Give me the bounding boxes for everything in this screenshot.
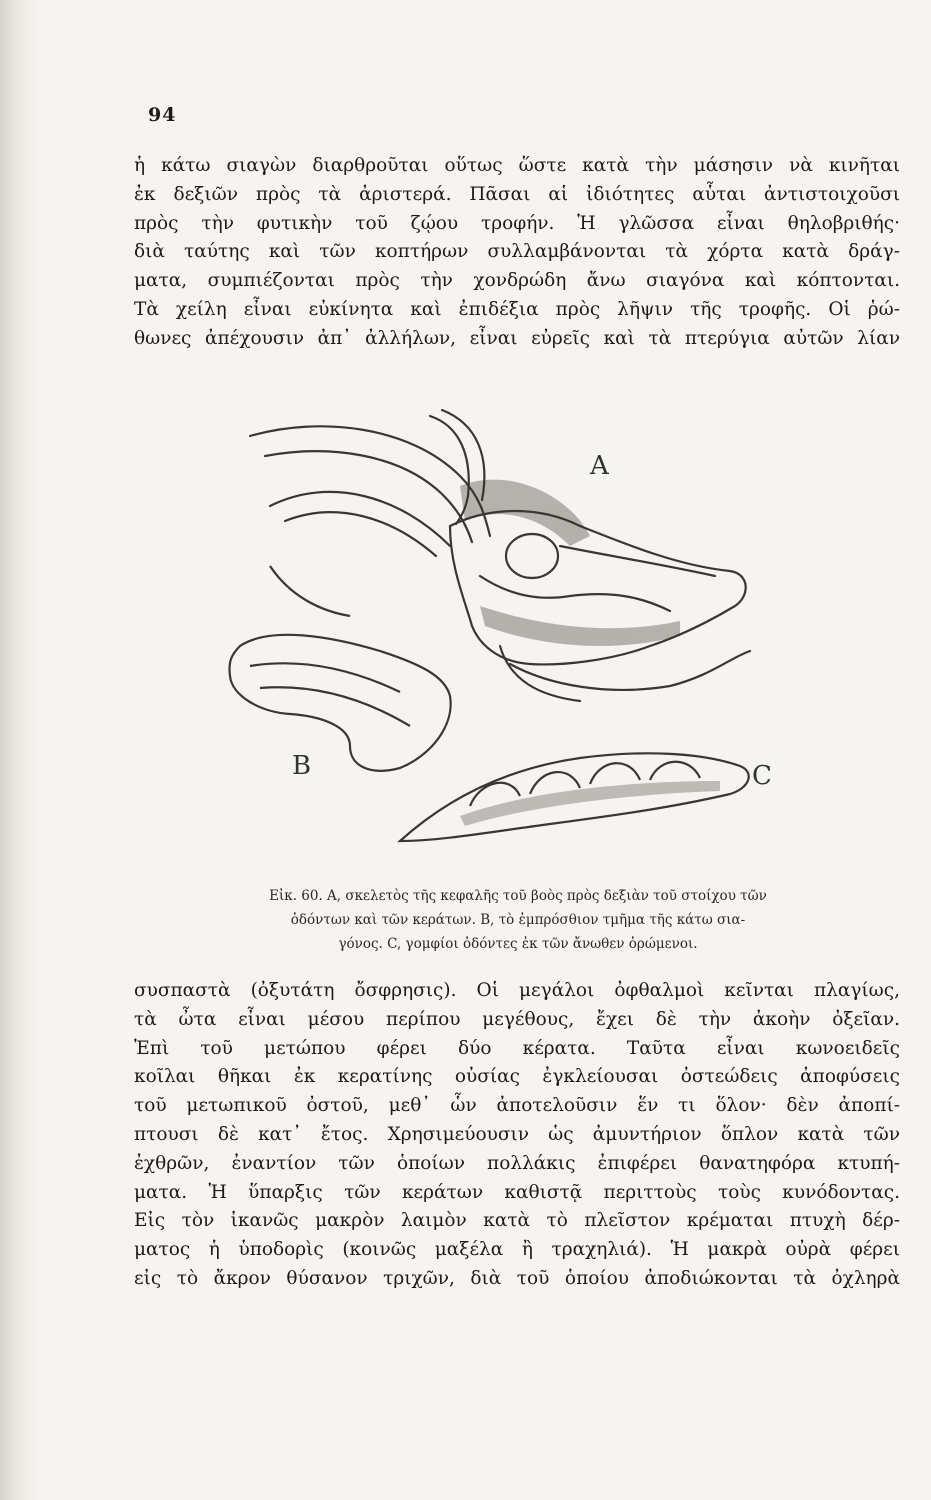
skull-illustration <box>210 396 830 866</box>
bottom-paragraph <box>134 977 900 1294</box>
text-line: Ἐπὶ τοῦ μετώπου φέρει δύο κέρατα. Ταῦτα εἶναι κωνοειδεῖς <box>134 1037 900 1059</box>
text-line: εἰς τὸ ἄκρον θύσανον τριχῶν, διὰ τοῦ ὁποίου ἀποδιώκονται τὰ ὀχληρὰ <box>134 1267 900 1289</box>
text-line: ματα. Ἡ ὕπαρξις τῶν κεράτων καθιστᾷ περιττοὺς τοὺς κυνόδοντας. <box>134 1181 900 1203</box>
horn-back-inner <box>285 512 436 556</box>
text-line: κοῖλαι θῆκαι ἐκ κερατίνης οὐσίας ἐγκλείουσαι ὀστεώδεις ἀποφύσεις <box>134 1066 900 1088</box>
caption-line: Εἰκ. 60. A, σκελετὸς τῆς κεφαλῆς τοῦ βοὸς πρὸς δεξιὰν τοῦ στοίχου τῶν <box>269 888 767 904</box>
text-line: συσπαστὰ (ὀξυτάτη ὄσφρησις). Οἱ μεγάλοι ὀφθαλμοὶ κεῖνται πλαγίως, <box>134 980 900 1001</box>
text-line: τοῦ μετωπικοῦ ὀστοῦ, μεθ᾽ ὧν ἀποτελοῦσιν ἕν τι ὅλον· δὲν ἀποπί- <box>134 1095 900 1117</box>
figure-label-c: C <box>752 761 772 791</box>
text-line: ἐκ δεξιῶν πρὸς τὰ ἀριστερά. Πᾶσαι αἱ ἰδιότητες αὗται ἀντιστοιχοῦσι <box>134 183 900 205</box>
jaw-line <box>510 651 750 690</box>
page-number: 94 <box>148 104 177 126</box>
text-line: ἡ κάτω σιαγὼν διαρθροῦται οὕτως ὥστε κατὰ τὴν μάσησιν νὰ κινῆται <box>134 155 900 176</box>
text-line: Εἰς τὸν ἱκανῶς μακρὸν λαιμὸν κατὰ τὸ πλεῖστον κρέμαται πτυχὴ δέρ- <box>134 1210 900 1232</box>
figure-label-a: A <box>590 451 609 481</box>
text-line: πρὸς τὴν φυτικὴν τοῦ ζῴου τροφήν. Ἡ γλῶσσα εἶναι θηλοβριθής· <box>134 212 900 234</box>
caption-line: ὀδόντων καὶ τῶν κεράτων. B, τὸ ἐμπρόσθιον τμῆμα τῆς κάτω σια- <box>290 912 746 928</box>
figure-caption <box>168 884 868 956</box>
skull-suture <box>480 576 670 611</box>
lower-jaw <box>500 646 580 701</box>
text-line: Τὰ χείλη εἶναι εὐκίνητα καὶ ἐπιδέξια πρὸς λῆψιν τῆς τροφῆς. Οἱ ῥώ- <box>134 298 900 320</box>
ox-skull-figure <box>210 396 830 866</box>
jaw-fragment-b <box>229 635 450 771</box>
text-line: ματα, συμπιέζονται πρὸς τὴν χονδρώδη ἄνω σιαγόνα καὶ κόπτονται. <box>134 270 900 292</box>
text-line: ἐχθρῶν, ἐναντίον τῶν ὁποίων πολλάκις ἐπιφέρει θανατηφόρα κτυπή- <box>134 1152 900 1174</box>
figure-label-b: B <box>292 751 312 781</box>
text-line: τὰ ὦτα εἶναι μέσου περίπου μεγέθους, ἔχει δὲ τὴν ἀκοὴν ὀξεῖαν. <box>134 1008 900 1030</box>
text-line: πτουσι δὲ κατ᾽ ἔτος. Χρησιμεύουσιν ὡς ἀμυντήριον ὅπλον κατὰ τῶν <box>134 1123 900 1145</box>
eye-socket <box>506 534 558 578</box>
horn-back-outer <box>270 492 450 546</box>
text-line: ματος ἡ ὑποδορὶς (κοινῶς μαξέλα ἢ τραχηλιά). Ἡ μακρὰ οὐρὰ φέρει <box>134 1239 900 1261</box>
nasal-line <box>560 546 715 576</box>
horn-right <box>430 416 469 524</box>
caption-line: γόνος. C, γομφίοι ὀδόντες ἐκ τῶν ἄνωθεν ὁρώμενοι. <box>338 936 698 952</box>
text-line: διὰ ταύτης καὶ τῶν κοπτήρων συλλαμβάνονται τὰ χόρτα κατὰ δράγ- <box>134 241 900 263</box>
text-line: θωνες ἀπέχουσιν ἀπ᾽ ἀλλήλων, εἶναι εὐρεῖς καὶ τὰ πτερύγια αὐτῶν λίαν <box>134 327 900 349</box>
top-paragraph <box>134 152 900 354</box>
